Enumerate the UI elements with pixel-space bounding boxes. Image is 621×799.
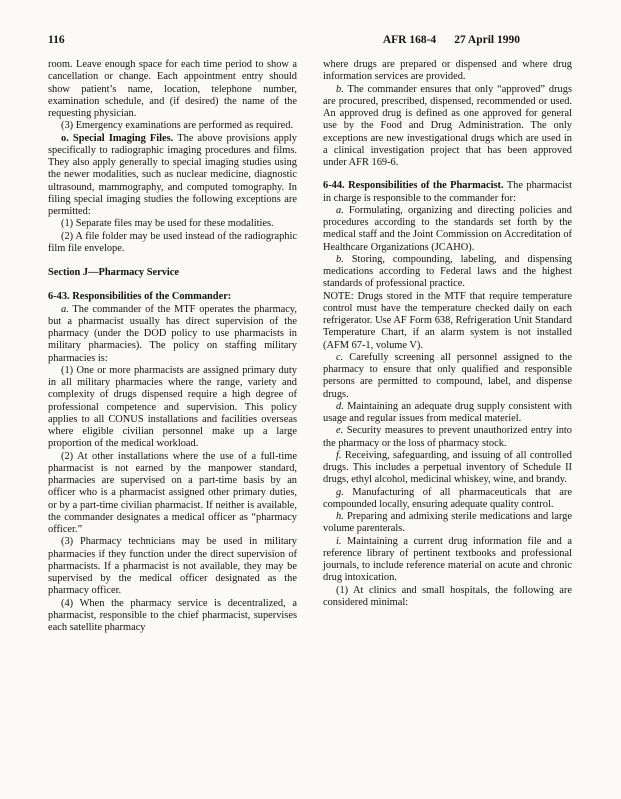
paragraph-lead: d.	[336, 400, 344, 412]
paragraph: (1) One or more pharmacists are assigned primary duty in all military pharmacies where the range, variety and complexity of drugs dispensed require a high degree of professional competence and supervision. This policy applies to all CONUS installations and facilities overseas where eligible civilian personnel make up a large proportion of the medical workload.	[48, 364, 297, 450]
paragraph: a. The commander of the MTF operates the pharmacy, but a pharmacist usually has direct supervision of the pharmacy (under the DOD policy to use pharmacists in military pharmacies). The policy on staffing military pharmacies is:	[48, 303, 298, 364]
paragraph-lead: e.	[336, 425, 344, 437]
paragraph: (2) At other installations where the use of a full-time pharmacist is not earned by the manpower standard, pharmacies are supervised on a part-time basis by an officer who is a pharmacist assigned other primary duties, or by a part-time civilian pharmacist. If neither is available, the commander designates a medical officer as “pharmacy officer.”	[48, 450, 297, 535]
paragraph: room. Leave enough space for each time period to show a cancellation or change. Each appointment entry should show patient’s name, location, telephone number, examination schedule, and (if desired) the name of the requesting physician.	[48, 59, 297, 119]
header-citation	[383, 34, 520, 47]
page-body	[48, 59, 572, 634]
paragraph: where drugs are prepared or dispensed and where drug information services are provided.	[323, 59, 572, 83]
paragraph: b. The commander ensures that only “approved” drugs are procured, prescribed, dispensed, recommended or used. An approved drug is defined as one approved for general use by the Food and Drug Administration. The only exceptions are new investigational drugs which are used in a clinical investigation project that has been approved under AFR 169-6.	[323, 83, 572, 168]
paragraph-lead: a.	[336, 204, 344, 216]
paragraph: i. Maintaining a current drug information file and a reference library of pertinent textbooks and professional journals, to include reference material on acute and chronic drug intoxication.	[323, 535, 572, 584]
paragraph: g. Manufacturing of all pharmaceuticals that are compounded locally, ensuring adequate quality control.	[323, 486, 572, 510]
paragraph-lead: c.	[336, 351, 344, 363]
paragraph: (3) Pharmacy technicians may be used in military pharmacies if they function under the direct supervision of pharmacists. If a pharmacist is not available, they may be supervised by the medical officer designated as the pharmacy officer.	[48, 536, 297, 597]
paragraph: f. Receiving, safeguarding, and issuing of all controlled drugs. This includes a perpetual inventory of Schedule II drugs, ethyl alcohol, medicinal whiskey, wine, and brandy.	[323, 449, 572, 486]
paragraph: e. Security measures to prevent unauthorized entry into the pharmacy or the loss of pharmacy stock.	[323, 425, 572, 449]
paragraph: (2) A file folder may be used instead of the radiographic film file envelope.	[48, 230, 297, 254]
paragraph-lead: 6-43. Responsibilities of the Commander:	[48, 291, 232, 303]
paragraph-lead: 6-44. Responsibilities of the Pharmacist.	[323, 180, 504, 192]
header-date: 27 April 1990	[454, 34, 520, 46]
paragraph: d. Maintaining an adequate drug supply consistent with usage and regular issues from medical materiel.	[323, 400, 572, 424]
paragraph-lead: b.	[336, 253, 344, 265]
page-number: 116	[48, 34, 65, 46]
heading: 6-44. Responsibilities of the Pharmacist. The pharmacist in charge is responsible to the commander for:	[323, 180, 572, 204]
paragraph-lead: b.	[336, 83, 344, 95]
header-regulation: AFR 168-4	[382, 34, 437, 46]
paragraph: (1) At clinics and small hospitals, the following are considered minimal:	[323, 584, 572, 608]
paragraph: (3) Emergency examinations are performed as required.	[61, 120, 294, 132]
paragraph: b. Storing, compounding, labeling, and dispensing medications according to Federal laws and the highest standards of professional practice.	[323, 253, 572, 290]
paragraph: (1) Separate files may be used for these modalities.	[61, 218, 274, 230]
paragraph: o. Special Imaging Files. The above provisions apply specifically to radiographic imaging procedures and films. They also apply generally to special imaging studies using the newer modalities, such as nuclear medicine, diagnostic ultrasound, mammography, and computed tomography. In filing special imaging studies the following exceptions are permitted:	[48, 132, 297, 217]
left-column	[48, 59, 297, 634]
heading	[48, 291, 297, 303]
paragraph: c. Carefully screening all personnel assigned to the pharmacy to ensure that only qualified and responsible persons are permitted to compound, label, and dispense drugs.	[323, 351, 572, 400]
paragraph-lead: h.	[336, 511, 344, 522]
paragraph-lead: a.	[61, 303, 69, 315]
paragraph: NOTE: Drugs stored in the MTF that require temperature control must have the temperature checked daily on each refrigerator. Use AF Form 638, Refrigeration Unit Standard Temperature Chart, if an alarm system is not installed (AFM 67-1, volume V).	[323, 290, 572, 351]
right-column	[323, 59, 572, 634]
paragraph-lead: g.	[336, 486, 344, 498]
paragraph: (4) When the pharmacy service is decentralized, a pharmacist, responsible to the chief pharmacist, supervises each satellite pharmacy	[48, 597, 297, 633]
paragraph-lead: f.	[336, 449, 342, 461]
heading: Section J—Pharmacy Service	[48, 267, 180, 278]
page-header	[48, 34, 572, 47]
paragraph-lead: i.	[336, 535, 342, 547]
paragraph-lead: o. Special Imaging Files.	[61, 132, 174, 144]
paragraph: a. Formulating, organizing and directing policies and procedures according to the standards set forth by the medical staff and the Joint Commission on Accreditation of Healthcare Organizations (JCAHO).	[323, 204, 572, 253]
paragraph: h. Preparing and admixing sterile medications and large volume parenterals.	[323, 511, 572, 535]
